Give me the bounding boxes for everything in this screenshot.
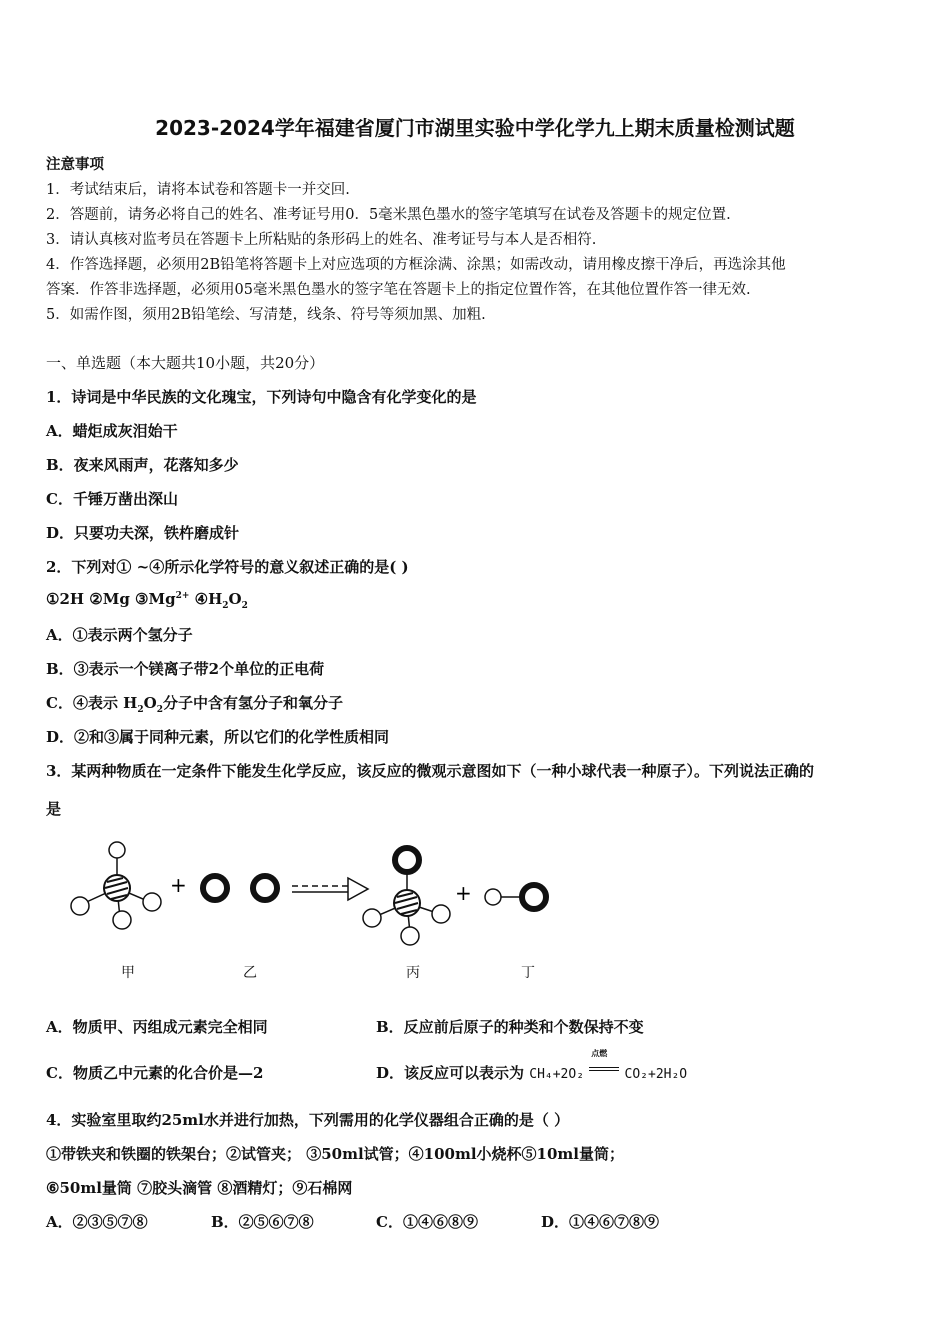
notice-heading: 注意事项 <box>46 156 104 173</box>
q2-symbols <box>46 590 248 611</box>
q2-option-c <box>46 692 343 715</box>
q4-option-b: B．②⑤⑥⑦⑧ <box>211 1213 314 1231</box>
q2-option-b: B．③表示一个镁离子带2个单位的正电荷 <box>46 660 325 678</box>
plus-sign: + <box>455 881 472 905</box>
notice-item: 3．请认真核对监考员在答题卡上所粘贴的条形码上的姓名、准考证号与本人是否相符. <box>46 232 597 248</box>
label-ding: 丁 <box>521 965 535 981</box>
label-yi: 乙 <box>243 965 257 981</box>
notice-item: 5．如需作图，须用2B铅笔绘、写清楚，线条、符号等须加黑、加粗. <box>46 307 486 323</box>
q4-option-c: C．①④⑥⑧⑨ <box>376 1213 478 1231</box>
question-3-stem-line2: 是 <box>46 800 62 818</box>
notice-item: 答案．作答非选择题，必须用05毫米黑色墨水的签字笔在答题卡上的指定位置作答，在其他位置作答一律无效. <box>46 282 751 298</box>
question-1-stem: 1．诗词是中华民族的文化瑰宝，下列诗句中隐含有化学变化的是 <box>46 388 477 406</box>
q2-option-a: A．①表示两个氢分子 <box>46 626 193 644</box>
label-bing: 丙 <box>406 965 420 981</box>
question-3-stem-line1: 3．某两种物质在一定条件下能发生化学反应，该反应的微观示意图如下（一种小球代表一种原子）。下列说法正确的 <box>46 762 814 780</box>
q4-items-line1: ①带铁夹和铁圈的铁架台；②试管夹； ③50ml试管；④100ml小烧杯⑤10ml量筒； <box>46 1145 624 1163</box>
q1-option-b: B．夜来风雨声，花落知多少 <box>46 456 239 474</box>
molecule-yi <box>203 876 277 900</box>
q4-option-d: D．①④⑥⑦⑧⑨ <box>541 1213 660 1231</box>
question-4-stem: 4．实验室里取约25ml水并进行加热，下列需用的化学仪器组合正确的是（ ） <box>46 1111 570 1129</box>
q2-symbol-sup: 2+ <box>175 591 190 601</box>
q1-option-d: D．只要功夫深，铁杵磨成针 <box>46 524 240 542</box>
equation-condition <box>589 1048 619 1078</box>
q2-option-c-sub: 2 <box>156 705 163 715</box>
q3-option-c: C．物质乙中元素的化合价是—2 <box>46 1064 264 1082</box>
equation-bar <box>589 1070 619 1071</box>
plus-sign: + <box>170 873 187 897</box>
page-title: 2023-2024学年福建省厦门市湖里实验中学化学九上期末质量检测试题 <box>155 116 795 140</box>
q1-option-a: A．蜡炬成灰泪始干 <box>46 422 178 440</box>
molecule-bing <box>363 848 450 945</box>
notice-item: 4．作答选择题，必须用2B铅笔将答题卡上对应选项的方框涂满、涂黑；如需改动，请用橡皮擦干净后，再选涂其他 <box>46 257 786 273</box>
q2-symbol-text: ①2H ②Mg ③Mg <box>46 590 176 608</box>
q2-option-c-text: C．④表示 H <box>46 694 138 712</box>
notice-item: 2．答题前，请务必将自己的姓名、准考证号用0．5毫米黑色墨水的签字笔填写在试卷及答题卡的规定位置. <box>46 207 731 223</box>
molecule-jia <box>71 842 161 929</box>
q4-items-line2: ⑥50ml量筒 ⑦胶头滴管 ⑧酒精灯；⑨石棉网 <box>46 1179 353 1197</box>
q3-option-d <box>376 1048 688 1083</box>
molecule-ding <box>485 885 546 909</box>
equation-bar <box>589 1067 619 1068</box>
reaction-diagram <box>60 830 560 1000</box>
q2-option-c-text: 分子中含有氢分子和氧分子 <box>162 694 343 712</box>
q3-option-a: A．物质甲、丙组成元素完全相同 <box>46 1018 268 1036</box>
equation-left: CH₄+2O₂ <box>529 1067 585 1082</box>
equation-right: CO₂+2H₂O <box>624 1067 688 1082</box>
q2-option-c-text: O <box>143 694 157 712</box>
label-jia: 甲 <box>121 965 135 981</box>
q2-symbol-sub: 2 <box>241 601 248 611</box>
question-2-stem: 2．下列对① ~④所示化学符号的意义叙述正确的是( ) <box>46 558 409 576</box>
reaction-arrow <box>292 878 368 900</box>
q3-option-b: B．反应前后原子的种类和个数保持不变 <box>376 1018 644 1036</box>
q2-symbol-text: O <box>228 590 242 608</box>
q1-option-c: C．千锤万凿出深山 <box>46 490 178 508</box>
q2-option-c-sub: 2 <box>137 705 144 715</box>
section-heading: 一、单选题（本大题共10小题，共20分） <box>46 354 325 372</box>
equation-condition-text: 点燃 <box>591 1048 608 1058</box>
notice-item: 1．考试结束后，请将本试卷和答题卡一并交回. <box>46 182 350 198</box>
q2-symbol-text: ④H <box>189 590 223 608</box>
q3-option-d-text: D．该反应可以表示为 <box>376 1064 525 1082</box>
q4-option-a: A．②③⑤⑦⑧ <box>46 1213 148 1231</box>
q2-option-d: D．②和③属于同种元素，所以它们的化学性质相同 <box>46 728 390 746</box>
q2-symbol-sub: 2 <box>222 601 229 611</box>
